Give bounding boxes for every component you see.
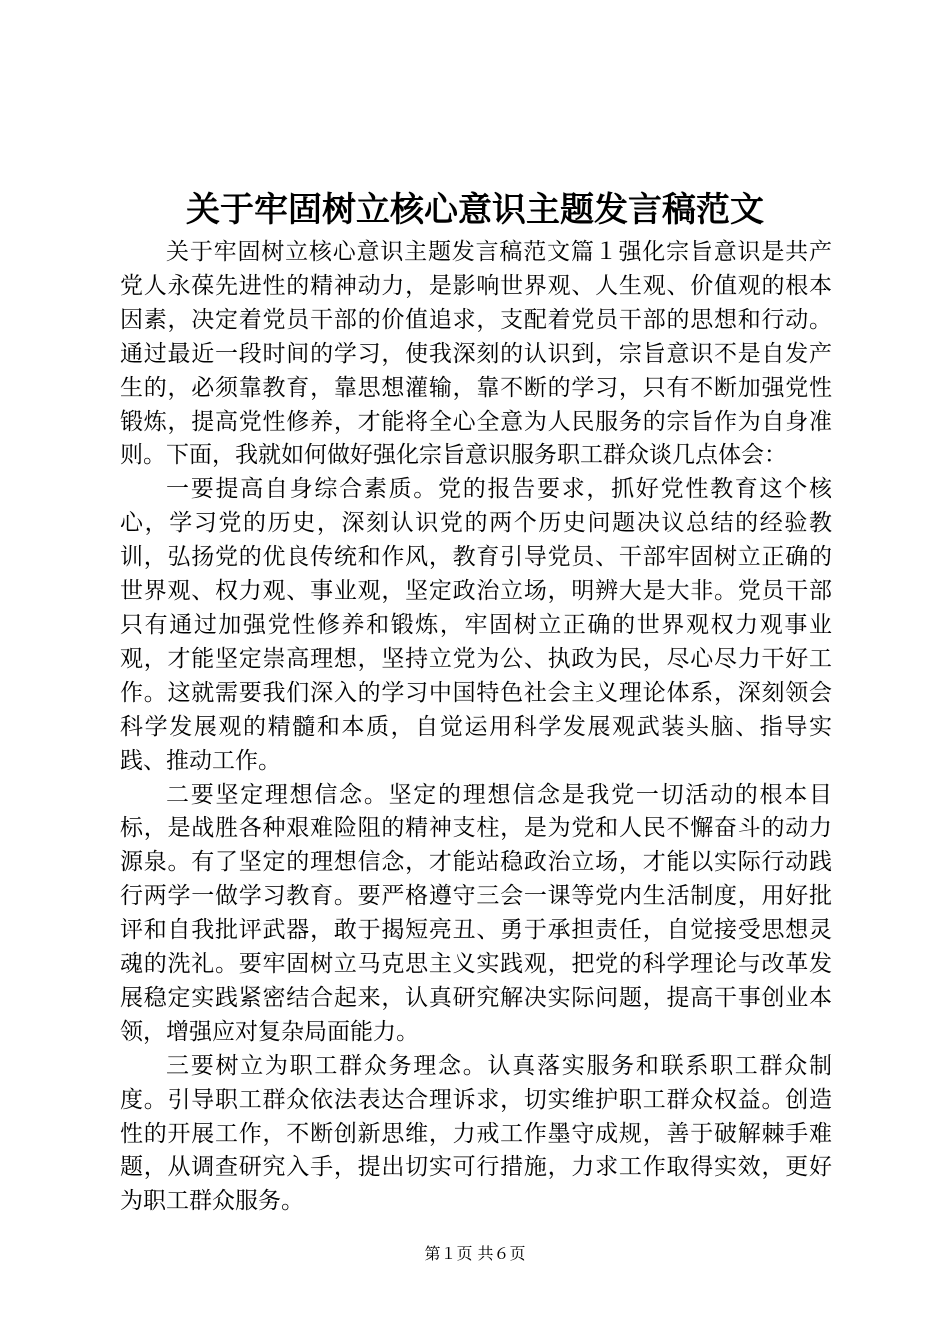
- paragraph-intro: 关于牢固树立核心意识主题发言稿范文篇１强化宗旨意识是共产党人永葆先进性的精神动力，是影响世界观、人生观、价值观的根本因素，决定着党员干部的价值追求，支配着党员干部的思想和行动。通过最近一段时间的学习，使我深刻的认识到，宗旨意识不是自发产生的，必须靠教育，靠思想灌输，靠不断的学习，只有不断加强党性锻炼，提高党性修养，才能将全心全意为人民服务的宗旨作为自身准则。下面，我就如何做好强化宗旨意识服务职工群众谈几点体会：: [120, 239, 832, 469]
- paragraph-point-3: 三要树立为职工群众务理念。认真落实服务和联系职工群众制度。引导职工群众依法表达合理诉求，切实维护职工群众权益。创造性的开展工作，不断创新思维，力戒工作墨守成规，善于破解棘手难题，从调查研究入手，提出切实可行措施，力求工作取得实效，更好为职工群众服务。: [120, 1052, 832, 1215]
- paragraph-point-2: 二要坚定理想信念。坚定的理想信念是我党一切活动的根本目标，是战胜各种艰难险阻的精神支柱，是为党和人民不懈奋斗的动力源泉。有了坚定的理想信念，才能站稳政治立场，才能以实际行动践行两学一做学习教育。要严格遵守三会一课等党内生活制度，用好批评和自我批评武器，敢于揭短亮丑、勇于承担责任，自觉接受思想灵魂的洗礼。要牢固树立马克思主义实践观，把党的科学理论与改革发展稳定实践紧密结合起来，认真研究解决实际问题，提高干事创业本领，增强应对复杂局面能力。: [120, 781, 832, 1045]
- page-number-footer: 第１页 共６页: [424, 1244, 526, 1263]
- document-title: 关于牢固树立核心意识主题发言稿范文: [186, 190, 764, 230]
- paragraph-point-1: 一要提高自身综合素质。党的报告要求，抓好党性教育这个核心，学习党的历史，深刻认识党的两个历史问题决议总结的经验教训，弘扬党的优良传统和作风，教育引导党员、干部牢固树立正确的世界观、权力观、事业观，坚定政治立场，明辨大是大非。党员干部只有通过加强党性修养和锻炼，牢固树立正确的世界观权力观事业观，才能坚定崇高理想，坚持立党为公、执政为民，尽心尽力干好工作。这就需要我们深入的学习中国特色社会主义理论体系，深刻领会科学发展观的精髓和本质，自觉运用科学发展观武装头脑、指导实践、推动工作。: [120, 476, 832, 774]
- document-body: [120, 236, 832, 1219]
